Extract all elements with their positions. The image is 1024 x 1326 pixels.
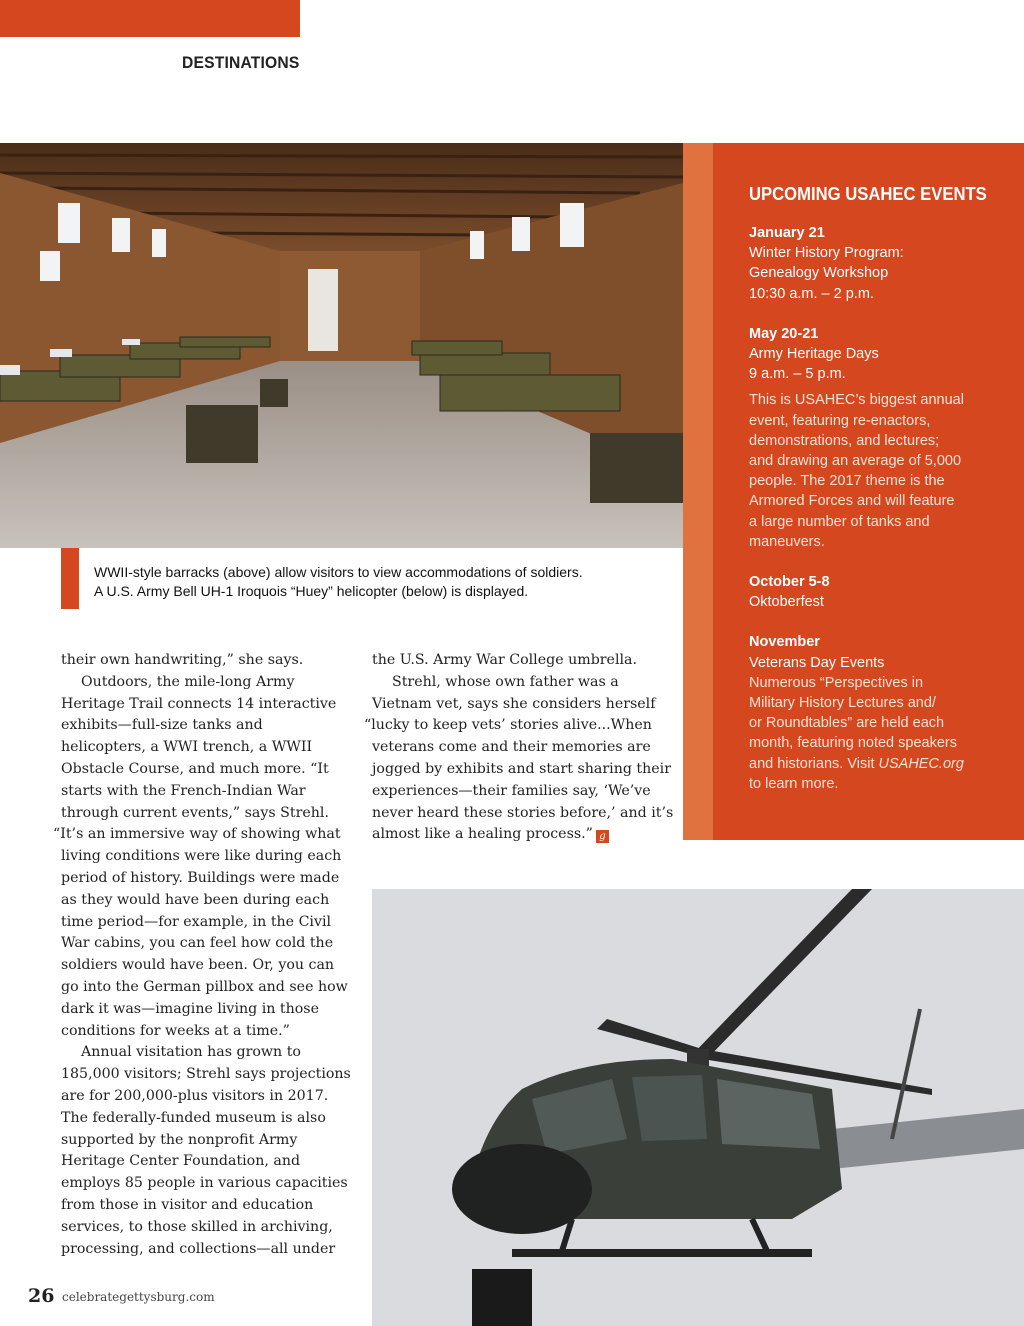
event-name: Army Heritage Days (749, 346, 879, 363)
event-name: Veterans Day Events (749, 654, 885, 671)
event-january (749, 223, 989, 304)
events-sidebar (713, 143, 1024, 840)
page-number: 26 (28, 1285, 55, 1307)
event-date: January 21 (749, 225, 825, 241)
barracks-photo (0, 143, 683, 548)
usahec-link[interactable]: USAHEC.org (878, 755, 964, 772)
footer-site: celebrategettysburg.com (62, 1290, 215, 1304)
event-name: Genealogy Workshop (749, 265, 889, 282)
event-time: 10:30 a.m. – 2 p.m. (749, 285, 874, 302)
event-may (749, 324, 989, 552)
body-column-1: their own handwriting,” she says. Outdoors, the mile-long Army Heritage Trail connects 14 interactive exhibits—full-size tanks and helicopters, a WWI trench, a WWII Obstacle Course, and much more. “It starts with the French-Indian War through current events,” says Strehl. “It’s an immersive way of showing what living conditions were like during each period of history. Buildings were made as they would have been during each time period—for example, in the Civil War cabins, you can feel how cold the soldiers would have been. Or, you can go into the German pillbox and see how dark it was—imagine living in those conditions for weeks at a time.” Annual visitation has grown to 185,000 visitors; Strehl says projections are for 200,000-plus visitors in 2017. The federally-funded museum is also supported by the nonprofit Army Heritage Center Foundation, and employs 85 people in various capacities from those in visitor and education services, to those skilled in archiving, processing, and collections—all under (53, 652, 351, 1257)
event-november (749, 632, 989, 794)
photo-caption: WWII-style barracks (above) allow visitors to view accommodations of soldiers. A U.S. Army Bell UH-1 Iroquois “Huey” helicopter (below) is displayed. (94, 564, 583, 599)
event-name: Winter History Program: (749, 245, 904, 262)
event-time: 9 a.m. – 5 p.m. (749, 366, 846, 383)
event-description: This is USAHEC’s biggest annual event, featuring re-enactors, demonstrations, and lectures; and drawing an average of 5,000 people. The 2017 theme is the Armored Forces and will feature a large number of tanks and maneuvers. (749, 392, 964, 550)
event-october (749, 572, 989, 612)
event-date: May 20-21 (749, 325, 819, 342)
body-column-2: the U.S. Army War College umbrella. Strehl, whose own father was a Vietnam vet, says she considers herself “lucky to keep vets’ stories alive...When veterans come and their memories are jogged by exhibits and start sharing their experiences—their families say, ‘We’ve never heard these stories before,’ and it’s almost like a healing process.” g (364, 652, 674, 843)
event-date: October 5-8 (749, 574, 830, 591)
helicopter-photo (372, 889, 1024, 1326)
caption-accent-bar (61, 548, 79, 609)
top-accent-bar (0, 0, 300, 37)
event-name: Oktoberfest (749, 594, 824, 611)
event-description: Numerous “Perspectives in Military History Lectures and/ or Roundtables” are held each month, featuring noted speakers and historians. Visit USAHEC.org to learn more. (749, 674, 964, 792)
event-date: November (749, 634, 820, 651)
events-sidebar-accent (683, 143, 713, 840)
end-mark-icon: g (596, 830, 609, 843)
section-label: DESTINATIONS (182, 53, 300, 72)
events-title: UPCOMING USAHEC EVENTS (749, 183, 987, 204)
